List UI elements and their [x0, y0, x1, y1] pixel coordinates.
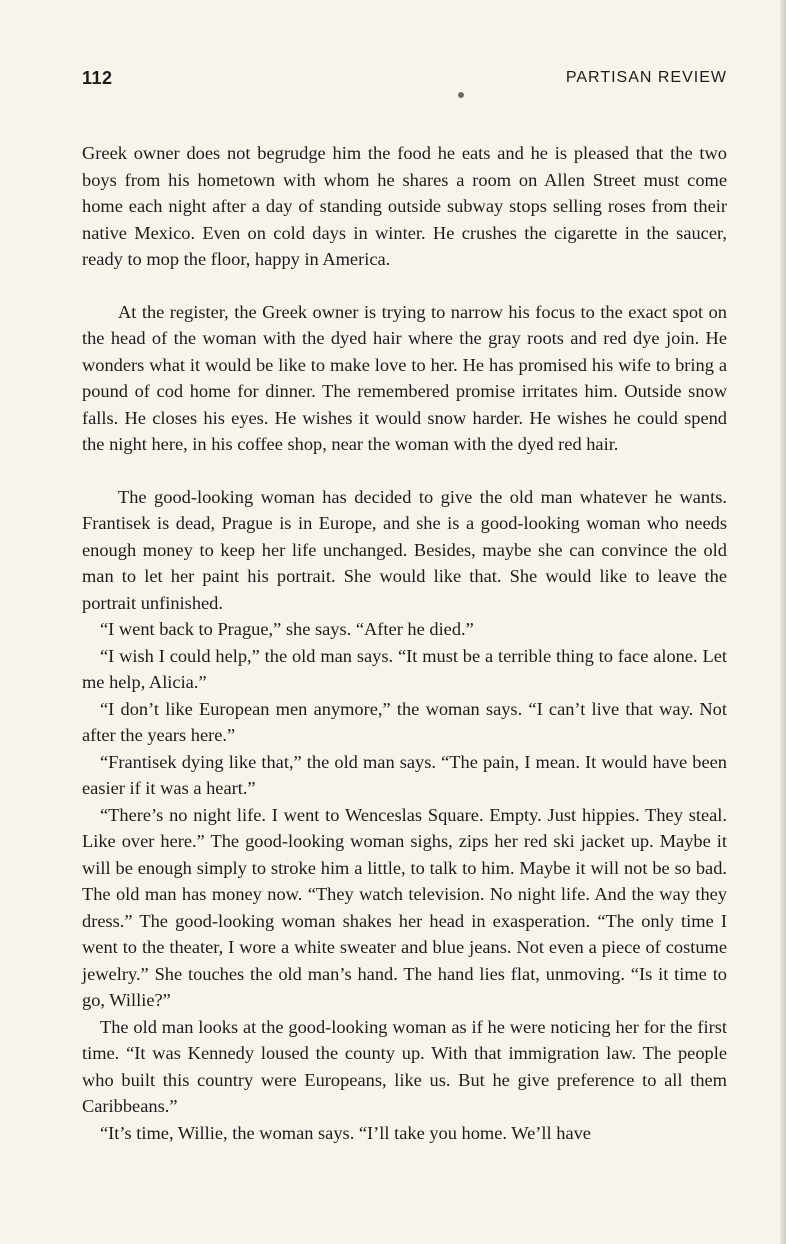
dialogue-paragraph: “I don’t like European men anymore,” the woman says. “I can’t live that way. Not after the years here.”	[82, 698, 727, 745]
ink-speck	[458, 92, 464, 98]
page-number: 112	[82, 68, 113, 88]
dialogue-paragraph: “I went back to Prague,” she says. “After he died.”	[100, 619, 474, 639]
dialogue-paragraph: “It’s time, Willie, the woman says. “I’ll take you home. We’ll have	[100, 1122, 591, 1143]
paragraph: The good-looking woman has decided to give the old man whatever he wants. Frantisek is dead, Prague is in Europe, and she is a good-looking woman who needs enough money to keep her life unchanged. Besides, maybe she can convince the old man to let her paint his portrait. She would like that. She would like to leave the portrait unfinished.	[82, 486, 727, 613]
page-header	[82, 68, 727, 96]
paragraph: Greek owner does not begrudge him the food he eats and he is pleased that the two boys from his hometown with whom he shares a room on Allen Street must come home each night after a day of standing outside subway stops selling roses from their native Mexico. Even on cold days in winter. He crushes the cigarette in the saucer, ready to mop the floor, happy in America.	[82, 143, 727, 269]
dialogue-paragraph: “There’s no night life. I went to Wenceslas Square. Empty. Just hippies. They steal. Like over here.” The good-looking woman sighs, zips her red ski jacket up. Maybe it will be enough simply to stroke him a little, to talk to him. Maybe it will not be so bad. The old man has money now. “They watch television. No night life. And the way they dress.” The good-looking woman shakes her head in exasperation. “The only time I went to the theater, I wore a white sweater and blue jeans. Not even a piece of costume jewelry.” She touches the old man’s hand. The hand lies flat, unmoving. “Is it time to go, Willie?”	[82, 804, 727, 1010]
body-text	[82, 140, 727, 1146]
paragraph: The old man looks at the good-looking woman as if he were noticing her for the first time. “It was Kennedy loused the county up. With that immigration law. The people who built this country were Europeans, like us. But he give preference to all them Caribbeans.”	[82, 1016, 727, 1116]
page-edge-shadow	[780, 0, 786, 1244]
dialogue-paragraph: “I wish I could help,” the old man says. “It must be a terrible thing to face alone. Let me help, Alicia.”	[82, 645, 727, 692]
paragraph: At the register, the Greek owner is trying to narrow his focus to the exact spot on the head of the woman with the dyed hair where the gray roots and red dye join. He wonders what it would be like to make love to her. He has promised his wife to bring a pound of cod home for dinner. The remembered promise irritates him. Outside snow falls. He closes his eyes. He wishes it would snow harder. He wishes he could spend the night here, in his coffee shop, near the woman with the dyed red hair.	[82, 301, 727, 454]
running-head: PARTISAN REVIEW	[565, 69, 727, 86]
dialogue-paragraph: “Frantisek dying like that,” the old man says. “The pain, I mean. It would have been easier if it was a heart.”	[82, 751, 727, 798]
